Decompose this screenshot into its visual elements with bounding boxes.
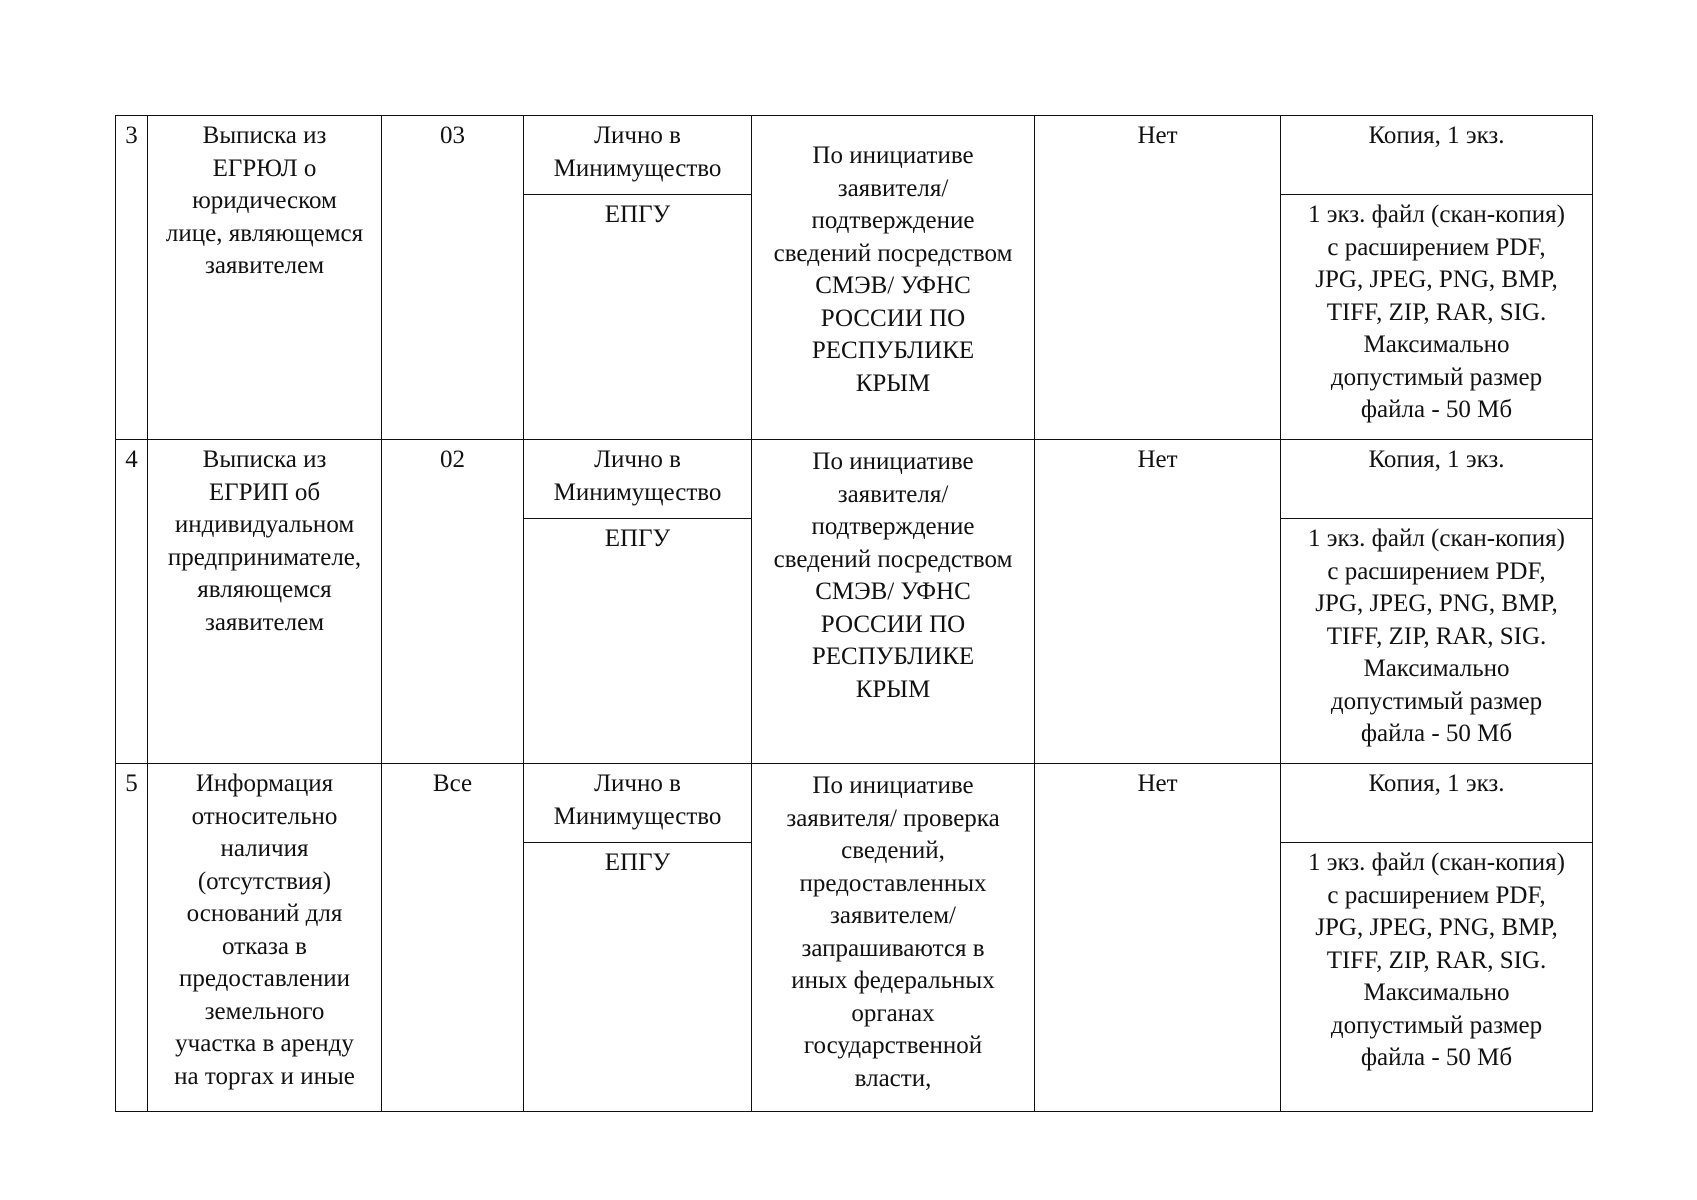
table-row — [116, 116, 1593, 195]
basis-line: государственной — [803, 1032, 983, 1059]
form-file-line: с расширением PDF, — [1327, 233, 1546, 261]
applicant-code-cell — [382, 440, 524, 764]
form-copy-cell — [1281, 440, 1593, 519]
document-name-line: юридическом — [192, 187, 337, 214]
basis-line: РЕСПУБЛИКЕ — [811, 643, 975, 670]
required-value: Нет — [1137, 122, 1178, 149]
document-name-line: Выписка из — [202, 446, 327, 473]
basis-line: РОССИИ ПО — [820, 610, 966, 638]
form-file-line: 1 экз. файл (скан-копия) — [1307, 525, 1566, 552]
document-name-cell — [148, 116, 382, 440]
form-file-line: 1 экз. файл (скан-копия) — [1307, 849, 1566, 876]
applicant-code: Все — [432, 770, 473, 797]
document-name-line: Выписка из — [202, 122, 327, 149]
form-file-line: Максимально — [1363, 655, 1510, 682]
form-file-line: Максимально — [1363, 331, 1510, 358]
basis-line: СМЭВ/ УФНС — [815, 578, 971, 605]
basis-line: КРЫМ — [855, 675, 931, 703]
form-file-line: Максимально — [1363, 979, 1510, 1006]
document-name-line: Информация — [195, 770, 334, 797]
document-name-cell — [148, 440, 382, 764]
required-value: Нет — [1137, 770, 1178, 797]
document-name-line: лице, являющемся — [165, 219, 364, 247]
document-name-line: отказа в — [222, 932, 307, 960]
form-file-line: допустимый размер — [1330, 1011, 1543, 1039]
required-cell — [1035, 440, 1281, 764]
document-name-line: оснований для — [186, 900, 343, 927]
channel-online: ЕПГУ — [604, 525, 671, 552]
form-file-line: 1 экз. файл (скан-копия) — [1307, 201, 1566, 228]
basis-line: По инициативе — [812, 142, 974, 169]
basis-line: РЕСПУБЛИКЕ — [811, 337, 975, 364]
basis-line: власти, — [854, 1064, 932, 1092]
document-name-line: заявителем — [204, 252, 325, 279]
form-file-line: JPG, JPEG, PNG, BMP, — [1315, 590, 1558, 617]
table-row — [116, 440, 1593, 519]
basis-line: сведений посредством — [773, 545, 1013, 573]
basis-cell — [752, 764, 1035, 1112]
basis-line: предоставленных — [799, 869, 987, 897]
channel-personal-cell — [524, 440, 752, 519]
form-file-line: файла - 50 Мб — [1360, 720, 1513, 747]
row-number-cell — [116, 764, 148, 1112]
document-name-line: заявителем — [204, 608, 325, 636]
form-copy-cell — [1281, 116, 1593, 195]
basis-line: РОССИИ ПО — [820, 304, 966, 332]
applicant-code-cell — [382, 764, 524, 1112]
channel-personal-line: Лично в — [594, 770, 681, 797]
row-number: 3 — [125, 122, 138, 149]
channel-personal-line: Лично в — [594, 446, 681, 473]
form-file-line: JPG, JPEG, PNG, BMP, — [1315, 914, 1558, 941]
applicant-code: 02 — [440, 446, 465, 473]
basis-line: подтверждение — [811, 513, 975, 540]
channel-online-cell — [524, 519, 752, 764]
document-name-line: участка в аренду — [175, 1030, 354, 1057]
applicant-code-cell — [382, 116, 524, 440]
form-copy: Копия, 1 экз. — [1368, 770, 1505, 797]
document-name-line: относительно — [191, 802, 338, 830]
channel-online: ЕПГУ — [604, 201, 671, 228]
basis-line: заявителя/ — [837, 480, 949, 508]
form-copy: Копия, 1 экз. — [1368, 446, 1505, 473]
basis-line: иных федеральных — [791, 967, 995, 994]
basis-cell — [752, 440, 1035, 764]
basis-cell — [752, 116, 1035, 440]
row-number: 4 — [125, 446, 138, 473]
channel-personal-line: Минимущество — [553, 802, 722, 830]
form-copy-cell — [1281, 764, 1593, 843]
channel-personal-cell — [524, 764, 752, 843]
form-file-line: TIFF, ZIP, RAR, SIG. — [1326, 946, 1547, 974]
basis-line: По инициативе — [812, 448, 974, 475]
basis-line: сведений посредством — [773, 239, 1013, 267]
form-file-line: с расширением PDF, — [1327, 557, 1546, 585]
document-name-cell — [148, 764, 382, 1112]
document-name-line: ЕГРЮЛ о — [212, 154, 317, 182]
required-value: Нет — [1137, 446, 1178, 473]
required-cell — [1035, 764, 1281, 1112]
basis-line: СМЭВ/ УФНС — [815, 272, 971, 299]
form-file-line: допустимый размер — [1330, 687, 1543, 715]
basis-line: органах — [851, 999, 935, 1027]
basis-line: запрашиваются в — [801, 934, 985, 962]
document-name-line: предпринимателе, — [167, 543, 362, 571]
basis-line: подтверждение — [811, 207, 975, 234]
channel-personal-line: Лично в — [594, 122, 681, 149]
channel-personal-line: Минимущество — [553, 154, 722, 182]
basis-line: заявителем/ — [829, 902, 956, 929]
required-cell — [1035, 116, 1281, 440]
form-file-line: допустимый размер — [1330, 363, 1543, 391]
row-number: 5 — [125, 770, 138, 797]
channel-online: ЕПГУ — [604, 849, 671, 876]
document-name-line: индивидуальном — [174, 511, 355, 538]
form-file-line: файла - 50 Мб — [1360, 396, 1513, 423]
form-file-line: с расширением PDF, — [1327, 881, 1546, 909]
basis-line: КРЫМ — [855, 369, 931, 397]
document-name-line: наличия — [220, 835, 309, 862]
channel-online-cell — [524, 195, 752, 440]
document-name-line: земельного — [204, 997, 325, 1025]
channel-online-cell — [524, 843, 752, 1112]
channel-personal-cell — [524, 116, 752, 195]
basis-line: заявителя/ проверка — [786, 804, 1000, 832]
form-file-line: TIFF, ZIP, RAR, SIG. — [1326, 298, 1547, 326]
document-name-line: (отсутствия) — [197, 867, 332, 895]
basis-line: По инициативе — [812, 772, 974, 799]
row-number-cell — [116, 440, 148, 764]
form-copy: Копия, 1 экз. — [1368, 122, 1505, 149]
document-name-line: являющемся — [197, 576, 332, 603]
form-file-line: TIFF, ZIP, RAR, SIG. — [1326, 622, 1547, 650]
form-file-cell — [1281, 843, 1593, 1112]
document-name-line: ЕГРИП об — [208, 478, 321, 506]
table-body — [116, 116, 1593, 1112]
form-file-cell — [1281, 519, 1593, 764]
form-file-line: JPG, JPEG, PNG, BMP, — [1315, 266, 1558, 293]
channel-personal-line: Минимущество — [553, 478, 722, 506]
form-file-cell — [1281, 195, 1593, 440]
table-row — [116, 764, 1593, 843]
applicant-code: 03 — [440, 122, 465, 149]
document-name-line: предоставлении — [178, 965, 351, 992]
basis-line: сведений, — [841, 837, 945, 864]
documents-table — [115, 115, 1593, 1112]
basis-line: заявителя/ — [837, 174, 949, 202]
document-name-line: на торгах и иные — [174, 1062, 355, 1090]
form-file-line: файла - 50 Мб — [1360, 1044, 1513, 1071]
row-number-cell — [116, 116, 148, 440]
